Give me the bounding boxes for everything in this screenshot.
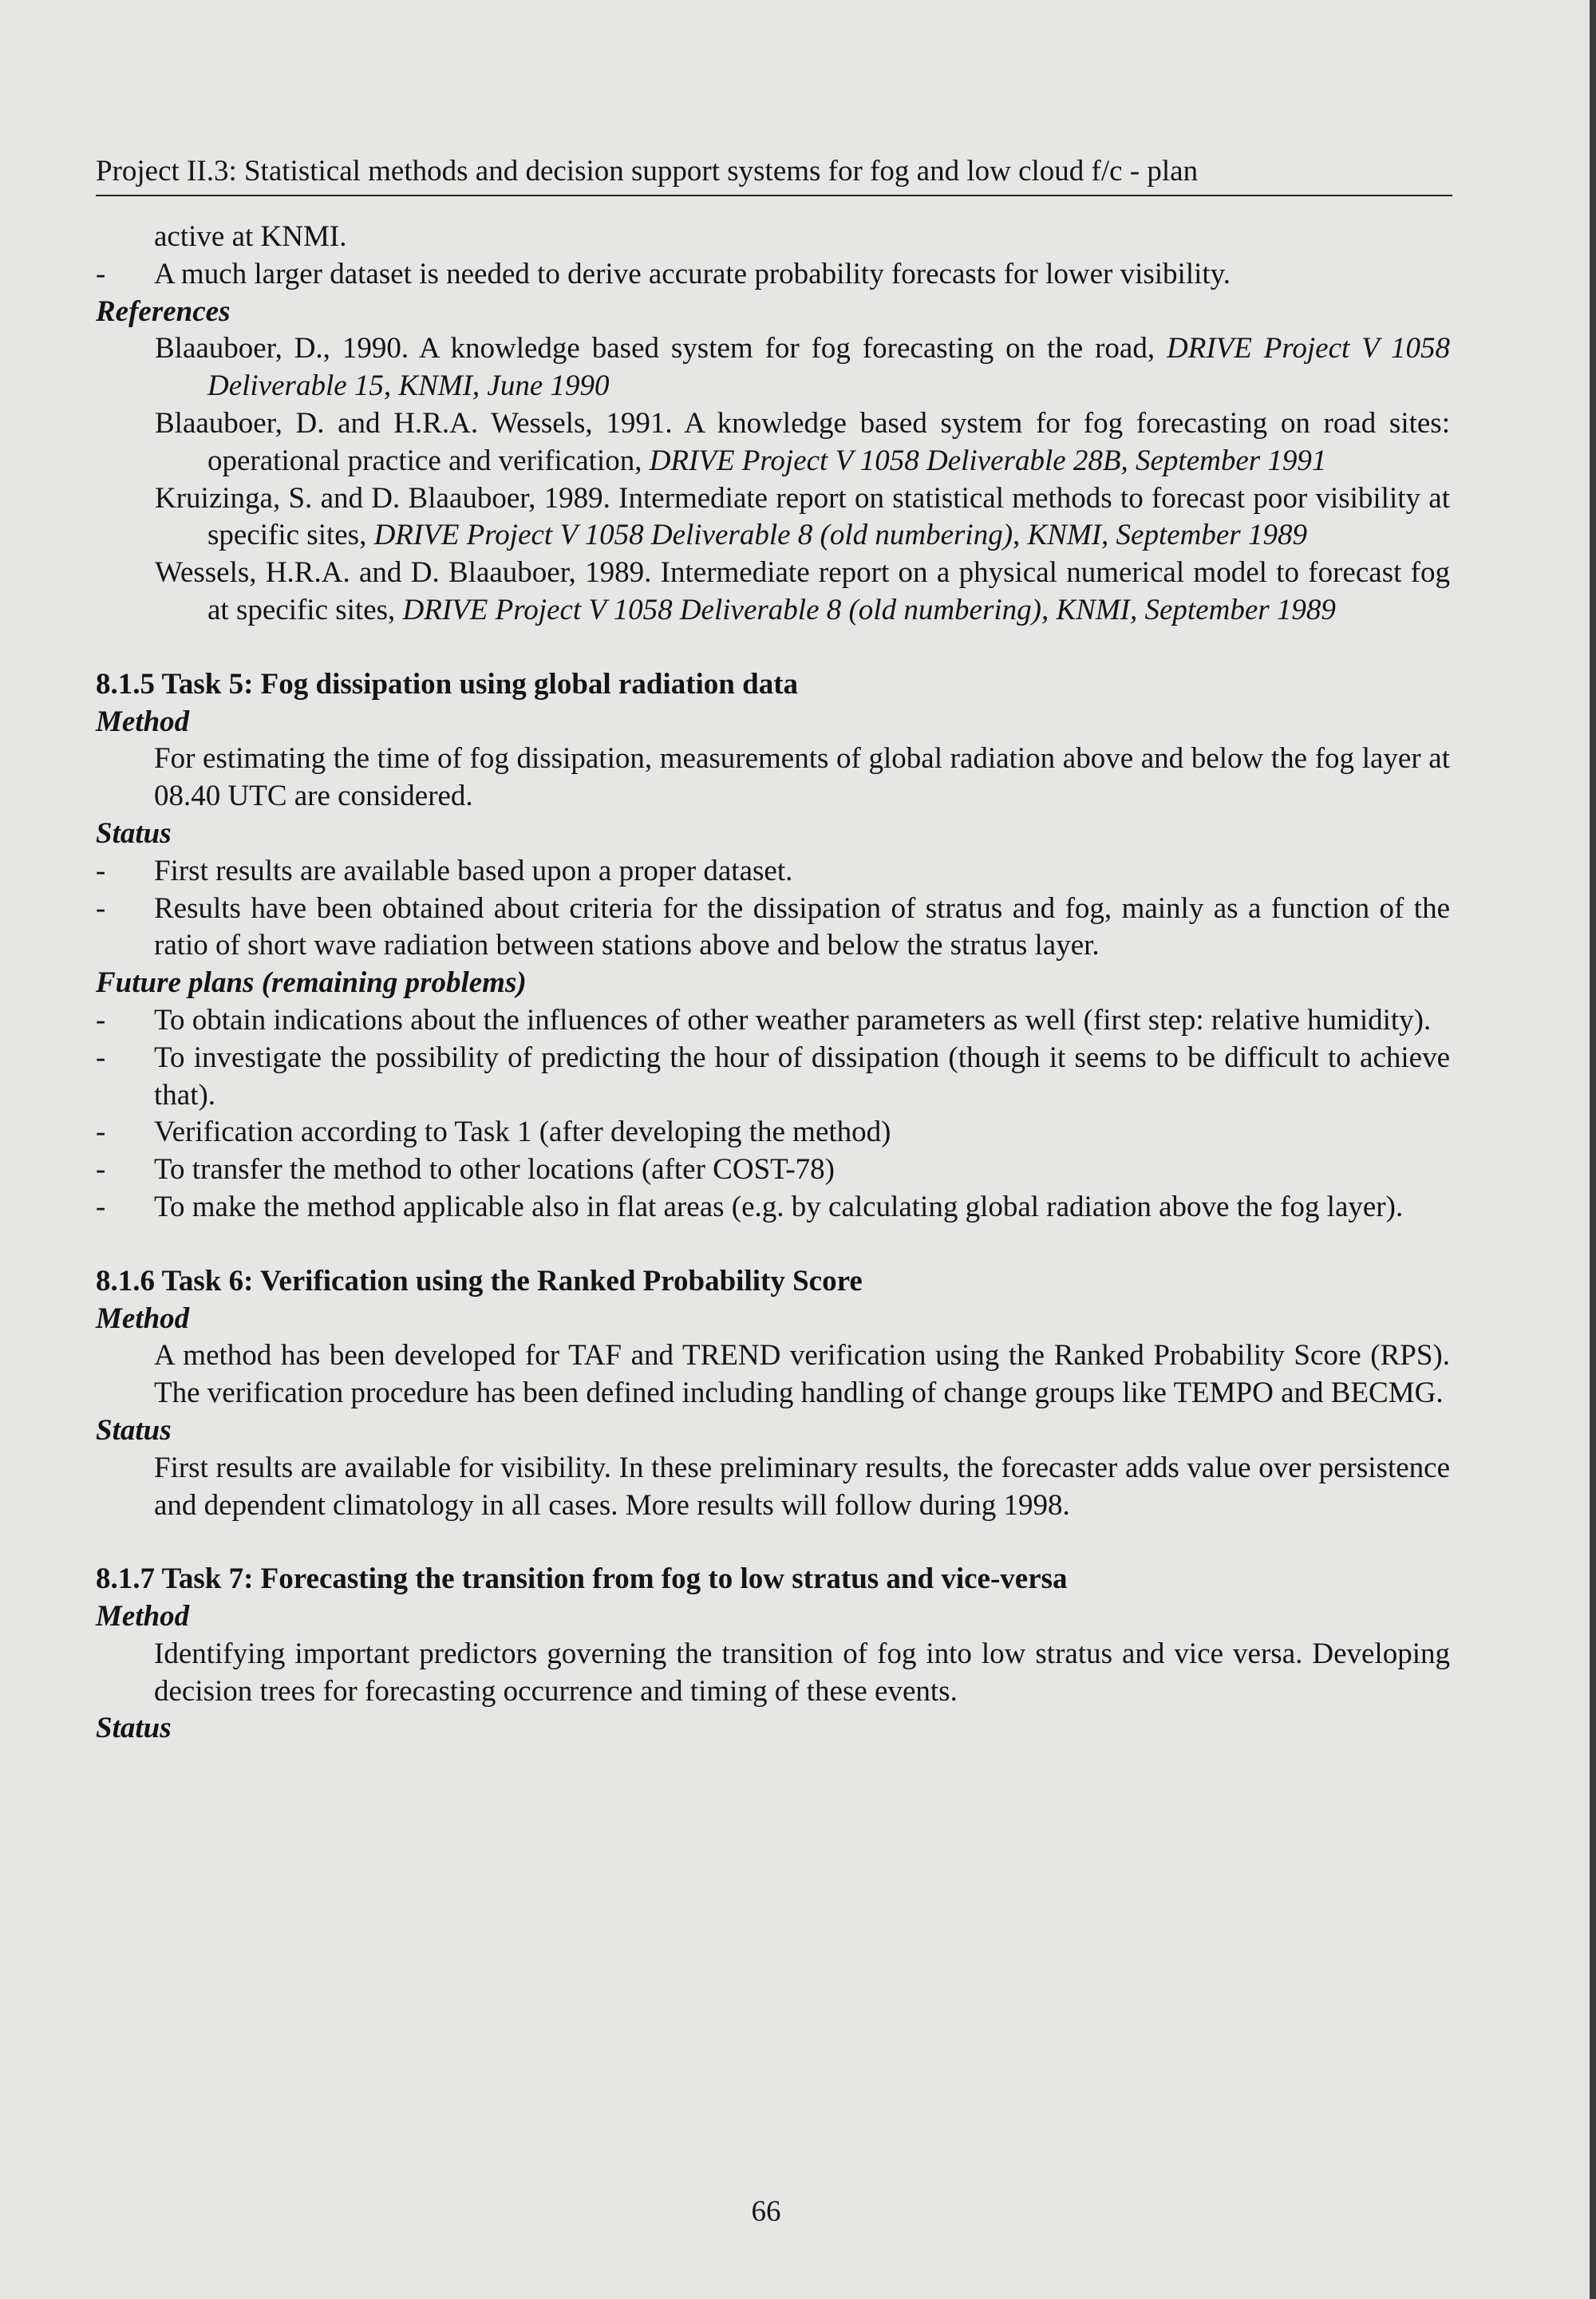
running-header: Project II.3: Statistical methods and decision support systems for fog and low cloud f/c - plan <box>96 152 1452 196</box>
task5-future-item: - To transfer the method to other locations (after COST-78) <box>96 1153 835 1187</box>
references-heading: References <box>96 294 231 328</box>
reference-item: Kruizinga, S. and D. Blaauboer, 1989. Intermediate report on statistical methods to forecast poor visibility at specific sites, DRIVE Project V 1058 Deliverable 8 (old numbering), KNMI, September 1989 <box>155 481 1450 552</box>
task5-future-item: - To investigate the possibility of predicting the hour of dissipation (though it seems to be difficult to achieve that). <box>96 1041 1450 1112</box>
page-number: 66 <box>751 2195 781 2228</box>
page-body <box>96 219 1450 1748</box>
task7-method-heading: Method <box>96 1600 190 1633</box>
reference-item: Blaauboer, D. and H.R.A. Wessels, 1991. A knowledge based system for fog forecasting on road sites: operational practice and verification, DRIVE Project V 1058 Deliverable 28B, September 1991 <box>155 406 1450 477</box>
task6-status-heading: Status <box>96 1413 172 1447</box>
task5-status-heading: Status <box>96 816 172 850</box>
task5-title: 8.1.5 Task 5: Fog dissipation using global radiation data <box>96 667 799 701</box>
task6-method-text: A method has been developed for TAF and TREND verification using the Ranked Probability Score (RPS). The verification procedure has been defined including handling of change groups like TEMPO and BECMG. <box>154 1339 1450 1410</box>
task5-method-text: For estimating the time of fog dissipation, measurements of global radiation above and below the fog layer at 08.40 UTC are considered. <box>154 742 1450 813</box>
task5-status-item: - Results have been obtained about criteria for the dissipation of stratus and fog, mainly as a function of the ratio of short wave radiation between stations above and below the stratus layer. <box>96 891 1450 962</box>
task6-status-text: First results are available for visibility. In these preliminary results, the forecaster adds value over persistence and dependent climatology in all cases. More results will follow during 1998. <box>154 1451 1450 1522</box>
task7-title: 8.1.7 Task 7: Forecasting the transition from fog to low stratus and vice-versa <box>96 1562 1068 1596</box>
task7-status-heading: Status <box>96 1712 172 1745</box>
task5-status-item: - First results are available based upon a proper dataset. <box>96 854 793 887</box>
task5-method-heading: Method <box>96 705 190 738</box>
task5-future-item: - To make the method applicable also in flat areas (e.g. by calculating global radiation above the fog layer). <box>96 1190 1404 1223</box>
task6-method-heading: Method <box>96 1302 190 1335</box>
task7-method-text: Identifying important predictors governing the transition of fog into low stratus and vice versa. Developing decision trees for forecasting occurrence and timing of these events. <box>154 1637 1450 1708</box>
reference-list <box>96 330 1450 629</box>
task5-future-item: - Verification according to Task 1 (after developing the method) <box>96 1116 891 1149</box>
reference-item: Blaauboer, D., 1990. A knowledge based system for fog forecasting on the road, DRIVE Project V 1058 Deliverable 15, KNMI, June 1990 <box>155 332 1451 403</box>
reference-item: Wessels, H.R.A. and D. Blaauboer, 1989. Intermediate report on a physical numerical model to forecast fog at specific sites, DRIVE Project V 1058 Deliverable 8 (old numbering), KNMI, September 1989 <box>155 556 1450 626</box>
intro-line: active at KNMI. <box>154 220 347 253</box>
task5-future-item: - To obtain indications about the influences of other weather parameters as well (first step: relative humidity). <box>96 1003 1432 1037</box>
task5-future-heading: Future plans (remaining problems) <box>96 966 527 1000</box>
task6-title: 8.1.6 Task 6: Verification using the Ranked Probability Score <box>96 1264 863 1298</box>
intro-bullet: - A much larger dataset is needed to derive accurate probability forecasts for lower visibility. <box>96 257 1231 290</box>
